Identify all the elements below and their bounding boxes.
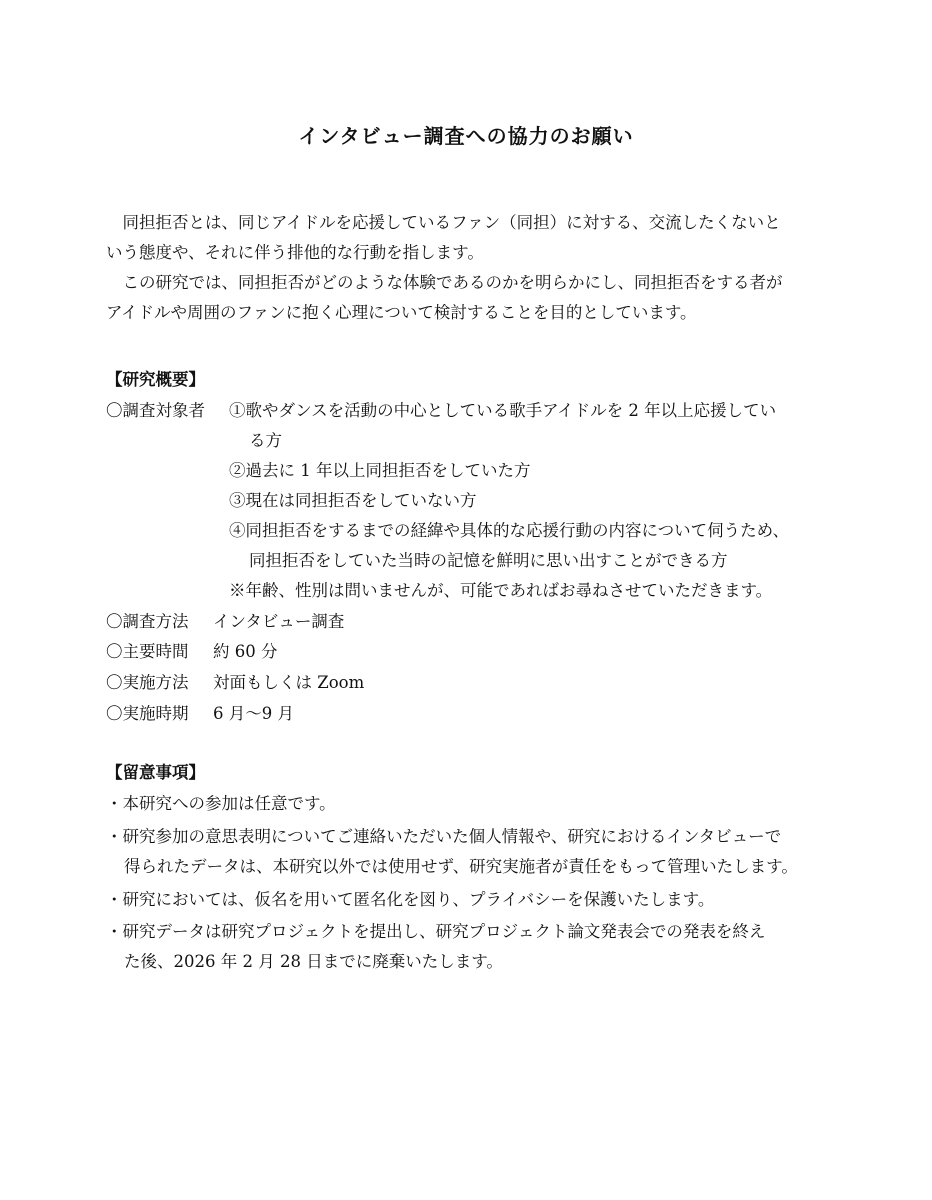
- note-item-2-cont: 得られたデータは、本研究以外では使用せず、研究実施者が責任をもって管理いたします。: [124, 857, 798, 876]
- mode-value: 対面もしくは Zoom: [213, 673, 365, 692]
- target-item-2: ②過去に 1 年以上同担拒否をしていた方: [229, 461, 531, 480]
- target-label: 〇調査対象者: [106, 401, 205, 420]
- time-value: 約 60 分: [213, 642, 278, 661]
- method-value: インタビュー調査: [213, 612, 345, 631]
- period-label: 〇実施時期: [106, 704, 189, 723]
- notes-heading: 【留意事項】: [106, 763, 205, 782]
- document-title: インタビュー調査への協力のお願い: [298, 124, 634, 148]
- target-item-4: ④同担拒否をするまでの経緯や具体的な応援行動の内容について伺うため、: [229, 521, 790, 540]
- note-item-4-cont: た後、2026 年 2 月 28 日までに廃棄いたします。: [124, 952, 503, 971]
- method-label: 〇調査方法: [106, 612, 189, 631]
- target-item-4-cont: 同担拒否をしていた当時の記憶を鮮明に思い出すことができる方: [249, 551, 728, 570]
- target-item-1: ①歌やダンスを活動の中心としている歌手アイドルを 2 年以上応援してい: [229, 401, 777, 420]
- note-item-1: ・本研究への参加は任意です。: [106, 794, 336, 813]
- intro-para2-line2: アイドルや周囲のファンに抱く心理について検討することを目的としています。: [106, 303, 697, 322]
- mode-label: 〇実施方法: [106, 673, 189, 692]
- intro-section: [106, 208, 846, 328]
- overview-heading: 【研究概要】: [106, 370, 205, 389]
- target-item-3: ③現在は同担拒否をしていない方: [229, 491, 477, 510]
- target-item-1-cont: る方: [249, 431, 282, 450]
- time-label: 〇主要時間: [106, 642, 189, 661]
- intro-para2-line1: この研究では、同担拒否がどのような体験であるのかを明らかにし、同担拒否をする者が: [122, 273, 783, 292]
- target-note: ※年齢、性別は問いませんが、可能であればお尋ねさせていただきます。: [229, 581, 773, 600]
- intro-para1-line2: いう態度や、それに伴う排他的な行動を指します。: [106, 243, 484, 262]
- intro-para1-line1: 同担拒否とは、同じアイドルを応援しているファン（同担）に対する、交流したくないと: [122, 213, 781, 232]
- note-item-2: ・研究参加の意思表明についてご連絡いただいた個人情報や、研究におけるインタビューで: [106, 827, 782, 846]
- note-item-3: ・研究においては、仮名を用いて匿名化を図り、プライバシーを保護いたします。: [106, 890, 715, 909]
- note-item-4: ・研究データは研究プロジェクトを提出し、研究プロジェクト論文発表会での発表を終え: [106, 922, 766, 941]
- period-value: 6 月〜9 月: [213, 704, 294, 723]
